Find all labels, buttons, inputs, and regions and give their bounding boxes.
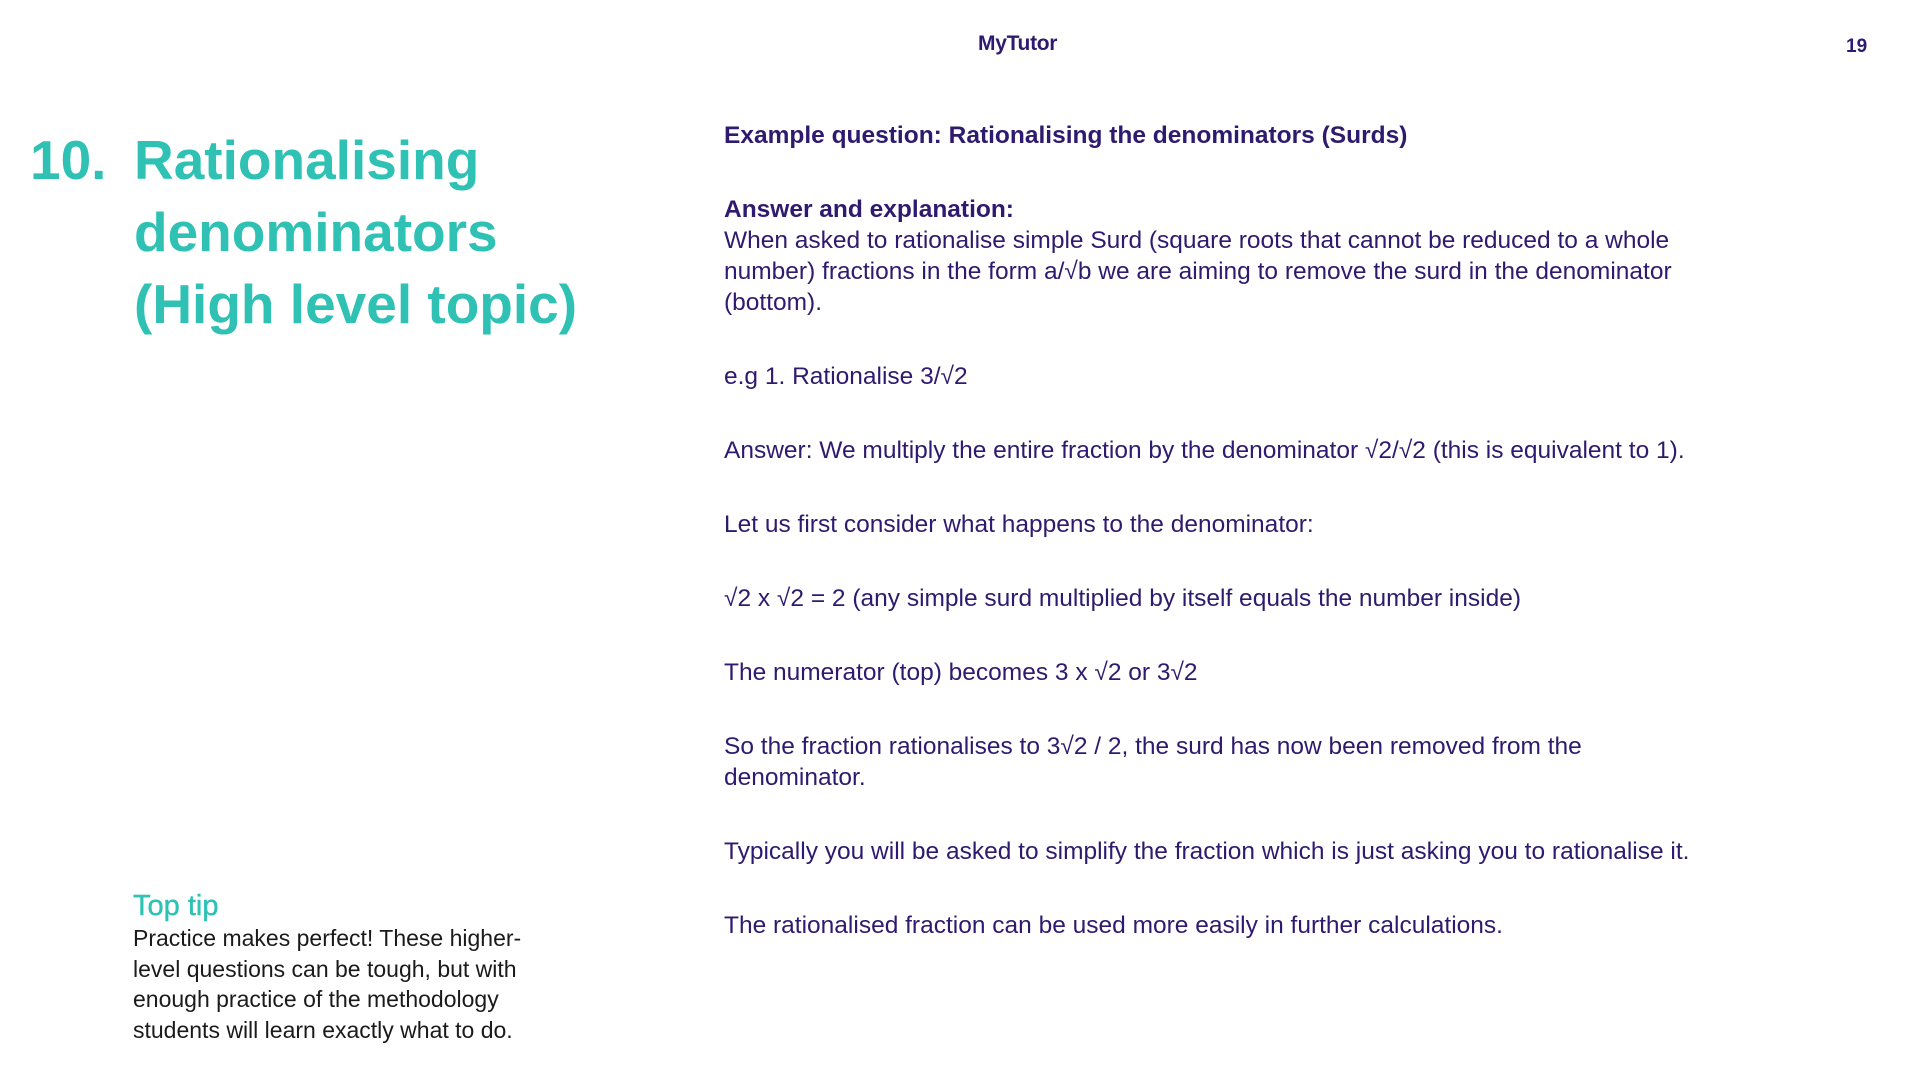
answer-statement: Answer: We multiply the entire fraction by the denominator √2/√2 (this is equivalent to 1). (724, 437, 1685, 464)
title-line-2: denominators (134, 201, 498, 263)
top-tip-heading: Top tip (133, 890, 219, 922)
top-tip-line: level questions can be tough, but with (133, 955, 517, 982)
simplify-note: Typically you will be asked to simplify the fraction which is just asking you to rationalise it. (724, 838, 1690, 865)
result-line: denominator. (724, 764, 866, 791)
top-tip-line: students will learn exactly what to do. (133, 1016, 513, 1043)
intro-line: When asked to rationalise simple Surd (square roots that cannot be reduced to a whole (724, 227, 1670, 254)
rationalised-result (724, 731, 1864, 793)
question-heading: Example question: Rationalising the denominators (Surds) (724, 122, 1408, 149)
intro-line: number) fractions in the form a/√b we are aiming to remove the surd in the denominator (724, 258, 1672, 285)
section-title (30, 124, 670, 340)
title-line-1: Rationalising (134, 129, 480, 191)
top-tip-body (133, 923, 583, 1045)
page-number: 19 (1846, 36, 1868, 57)
top-tip-box (133, 889, 583, 1045)
denominator-intro: Let us first consider what happens to the denominator: (724, 511, 1314, 538)
numerator-result: The numerator (top) becomes 3 x √2 or 3√2 (724, 659, 1198, 686)
result-line: So the fraction rationalises to 3√2 / 2, the surd has now been removed from the (724, 733, 1582, 760)
brand-logo: MyTutor (978, 32, 1058, 55)
intro-line: (bottom). (724, 289, 823, 316)
surd-multiplication: √2 x √2 = 2 (any simple surd multiplied by itself equals the number inside) (724, 585, 1521, 612)
top-tip-line: Practice makes perfect! These higher- (133, 925, 522, 951)
section-number: 10. (30, 129, 107, 191)
top-tip-line: enough practice of the methodology (133, 986, 499, 1012)
intro-paragraph (724, 225, 1864, 318)
answer-heading: Answer and explanation: (724, 196, 1014, 223)
title-line-3: (High level topic) (134, 273, 578, 335)
example-statement: e.g 1. Rationalise 3/√2 (724, 363, 968, 390)
closing-note: The rationalised fraction can be used more easily in further calculations. (724, 912, 1503, 939)
example-content (724, 120, 1864, 941)
